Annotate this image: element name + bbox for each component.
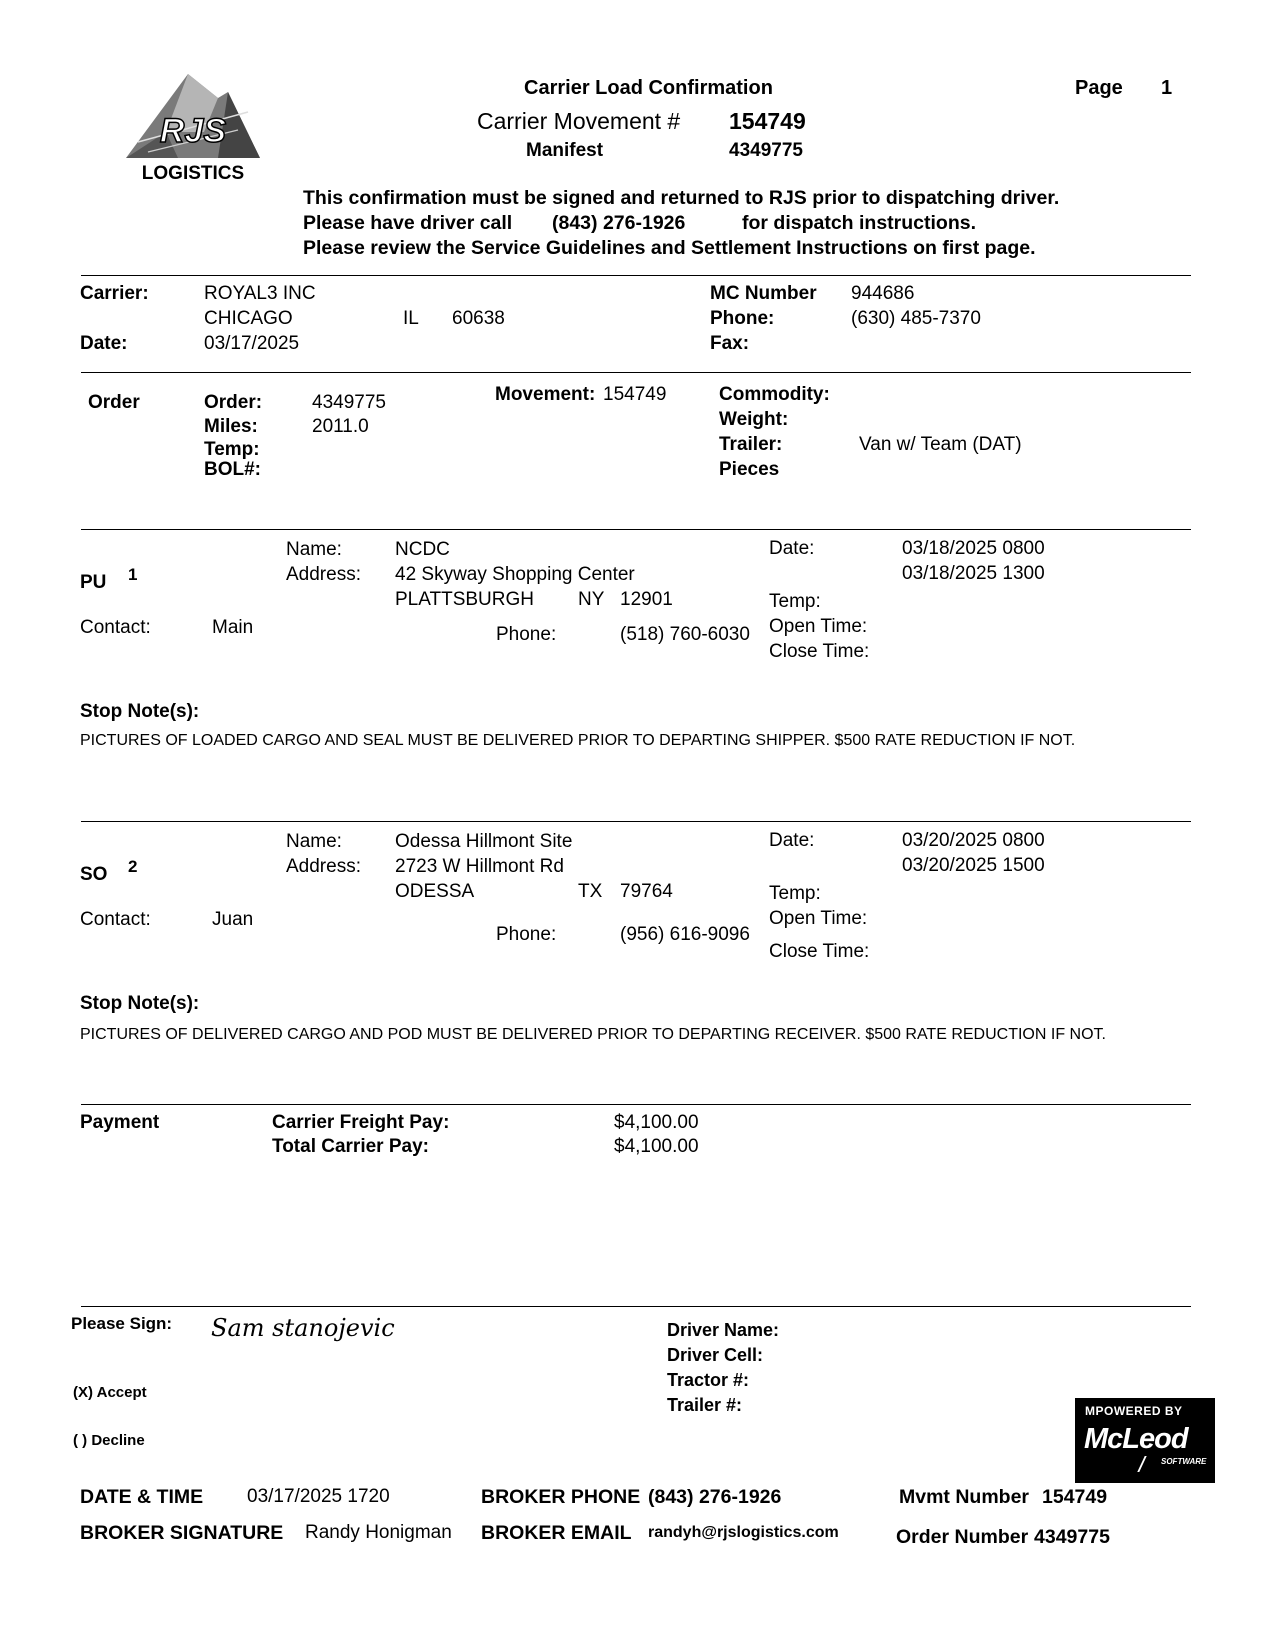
carrier-name: ROYAL3 INC [204, 283, 316, 304]
decline-option[interactable]: ( ) Decline [73, 1432, 145, 1449]
logo-word: LOGISTICS [141, 163, 245, 184]
company-logo [118, 72, 268, 184]
sign-label: Please Sign: [71, 1314, 173, 1333]
stop-phone: (956) 616-9096 [620, 924, 750, 945]
stop-close-label: Close Time: [769, 641, 870, 662]
payment-label: Payment [80, 1112, 160, 1133]
badge-top: MPOWERED BY [1085, 1404, 1183, 1418]
trailer-value: Van w/ Team (DAT) [859, 434, 1022, 455]
mcleod-badge [1075, 1398, 1215, 1483]
bol-label: BOL#: [204, 459, 261, 480]
stop-phone-label: Phone: [496, 924, 557, 945]
stop-address-label: Address: [286, 564, 361, 585]
divider [81, 372, 1191, 373]
carrier-date-label: Date: [80, 333, 128, 354]
divider [81, 529, 1191, 530]
instruction-line-2c: for dispatch instructions. [742, 212, 977, 234]
instruction-line-2a: Please have driver call [303, 212, 513, 234]
stop-number: 1 [128, 565, 138, 584]
broker-signature-label: BROKER SIGNATURE [80, 1522, 284, 1544]
stop-notes: PICTURES OF LOADED CARGO AND SEAL MUST BE DELIVERED PRIOR TO DEPARTING SHIPPER. $500 RATE REDUCTION IF NOT. [80, 732, 1076, 749]
carrier-state: IL [403, 308, 419, 329]
stop-number: 2 [128, 857, 138, 876]
stop-close-label: Close Time: [769, 941, 870, 962]
stop-notes: PICTURES OF DELIVERED CARGO AND POD MUST BE DELIVERED PRIOR TO DEPARTING RECEIVER. $500 RATE REDUCTION IF NOT. [80, 1026, 1106, 1043]
stop-name-label: Name: [286, 831, 342, 852]
stop-date-1: 03/20/2025 0800 [902, 830, 1045, 851]
stop-open-label: Open Time: [769, 908, 868, 929]
stop-date-2: 03/20/2025 1500 [902, 855, 1045, 876]
commodity-label: Commodity: [719, 384, 830, 405]
stop-address-label: Address: [286, 856, 361, 877]
stop-zip: 79764 [620, 881, 673, 902]
accept-option[interactable]: (X) Accept [73, 1384, 147, 1401]
stop-zip: 12901 [620, 589, 673, 610]
divider [81, 1306, 1191, 1307]
doc-title: Carrier Load Confirmation [524, 77, 773, 99]
order-number-label: Order Number [896, 1526, 1029, 1548]
mvmt-number: 154749 [1042, 1486, 1108, 1508]
stop-contact: Juan [212, 909, 254, 930]
instruction-line-1: This confirmation must be signed and returned to RJS prior to dispatching driver. [303, 187, 1060, 209]
order-label: Order: [204, 392, 263, 413]
badge-sub: SOFTWARE [1161, 1457, 1207, 1466]
stop-phone: (518) 760-6030 [620, 624, 750, 645]
temp-label: Temp: [204, 439, 260, 460]
stop-date-label: Date: [769, 538, 815, 559]
driver-trailer-label: Trailer #: [667, 1395, 743, 1415]
stop-name-label: Name: [286, 539, 342, 560]
mc-label: MC Number [710, 283, 817, 304]
weight-label: Weight: [719, 409, 789, 430]
mountain-logo-icon [118, 72, 268, 184]
movement-number: 154749 [729, 108, 806, 134]
order-section-label: Order [88, 392, 140, 413]
total-pay-value: $4,100.00 [614, 1136, 699, 1157]
carrier-city: CHICAGO [204, 308, 293, 329]
stop-city: PLATTSBURGH [395, 589, 535, 610]
stop-state: TX [578, 881, 603, 902]
stop-name: NCDC [395, 539, 450, 560]
page-label: Page [1075, 77, 1123, 99]
divider [81, 821, 1191, 822]
badge-slash-icon [1137, 1456, 1146, 1472]
tractor-label: Tractor #: [667, 1370, 750, 1390]
datetime-value: 03/17/2025 1720 [247, 1486, 390, 1507]
broker-email-label: BROKER EMAIL [481, 1522, 632, 1544]
stop-date-label: Date: [769, 830, 815, 851]
freight-pay-value: $4,100.00 [614, 1112, 699, 1133]
carrier-signature[interactable]: Sam stanojevic [211, 1314, 395, 1342]
stop-contact-label: Contact: [80, 617, 151, 638]
carrier-date: 03/17/2025 [204, 333, 300, 354]
stop-date-2: 03/18/2025 1300 [902, 563, 1045, 584]
carrier-fax-label: Fax: [710, 333, 750, 354]
stop-type: SO [80, 864, 108, 885]
stop-temp-label: Temp: [769, 883, 821, 904]
order-value: 4349775 [312, 392, 386, 413]
stop-city: ODESSA [395, 881, 475, 902]
movement-label: Carrier Movement # [477, 108, 681, 134]
mc-number: 944686 [851, 283, 915, 304]
stop-date-1: 03/18/2025 0800 [902, 538, 1045, 559]
badge-brand: McLeod [1084, 1423, 1188, 1455]
stop-notes-label: Stop Note(s): [80, 993, 200, 1014]
stop-open-label: Open Time: [769, 616, 868, 637]
stop-contact: Main [212, 617, 254, 638]
order-number: 4349775 [1034, 1526, 1110, 1548]
order-movement-value: 154749 [603, 384, 667, 405]
stop-address: 2723 W Hillmont Rd [395, 856, 564, 877]
pieces-label: Pieces [719, 459, 780, 480]
carrier-phone-label: Phone: [710, 308, 775, 329]
datetime-label: DATE & TIME [80, 1486, 204, 1508]
freight-pay-label: Carrier Freight Pay: [272, 1112, 450, 1133]
miles-value: 2011.0 [312, 416, 369, 437]
stop-state: NY [578, 589, 605, 610]
stop-phone-label: Phone: [496, 624, 557, 645]
page-number: 1 [1161, 77, 1173, 99]
manifest-label: Manifest [526, 140, 604, 161]
broker-email[interactable]: randyh@rjslogistics.com [648, 1524, 839, 1541]
instruction-line-3: Please review the Service Guidelines and Settlement Instructions on first page. [303, 237, 1036, 259]
broker-phone: (843) 276-1926 [648, 1486, 782, 1508]
dispatch-phone: (843) 276-1926 [552, 212, 686, 234]
stop-temp-label: Temp: [769, 591, 821, 612]
driver-name-label: Driver Name: [667, 1320, 780, 1340]
order-movement-label: Movement: [495, 384, 596, 405]
divider [81, 1104, 1191, 1105]
driver-cell-label: Driver Cell: [667, 1345, 764, 1365]
broker-phone-label: BROKER PHONE [481, 1486, 641, 1508]
total-pay-label: Total Carrier Pay: [272, 1136, 429, 1157]
stop-notes-label: Stop Note(s): [80, 701, 200, 722]
stop-contact-label: Contact: [80, 909, 151, 930]
logo-letters: RJS [159, 112, 227, 150]
stop-type: PU [80, 572, 107, 593]
trailer-label: Trailer: [719, 434, 783, 455]
carrier-zip: 60638 [452, 308, 505, 329]
carrier-label: Carrier: [80, 283, 149, 304]
divider [81, 275, 1191, 276]
stop-name: Odessa Hillmont Site [395, 831, 573, 852]
miles-label: Miles: [204, 416, 258, 437]
broker-signature: Randy Honigman [305, 1522, 452, 1543]
mvmt-label: Mvmt Number [899, 1486, 1030, 1508]
manifest-number: 4349775 [729, 140, 803, 161]
carrier-phone: (630) 485-7370 [851, 308, 981, 329]
stop-address: 42 Skyway Shopping Center [395, 564, 635, 585]
